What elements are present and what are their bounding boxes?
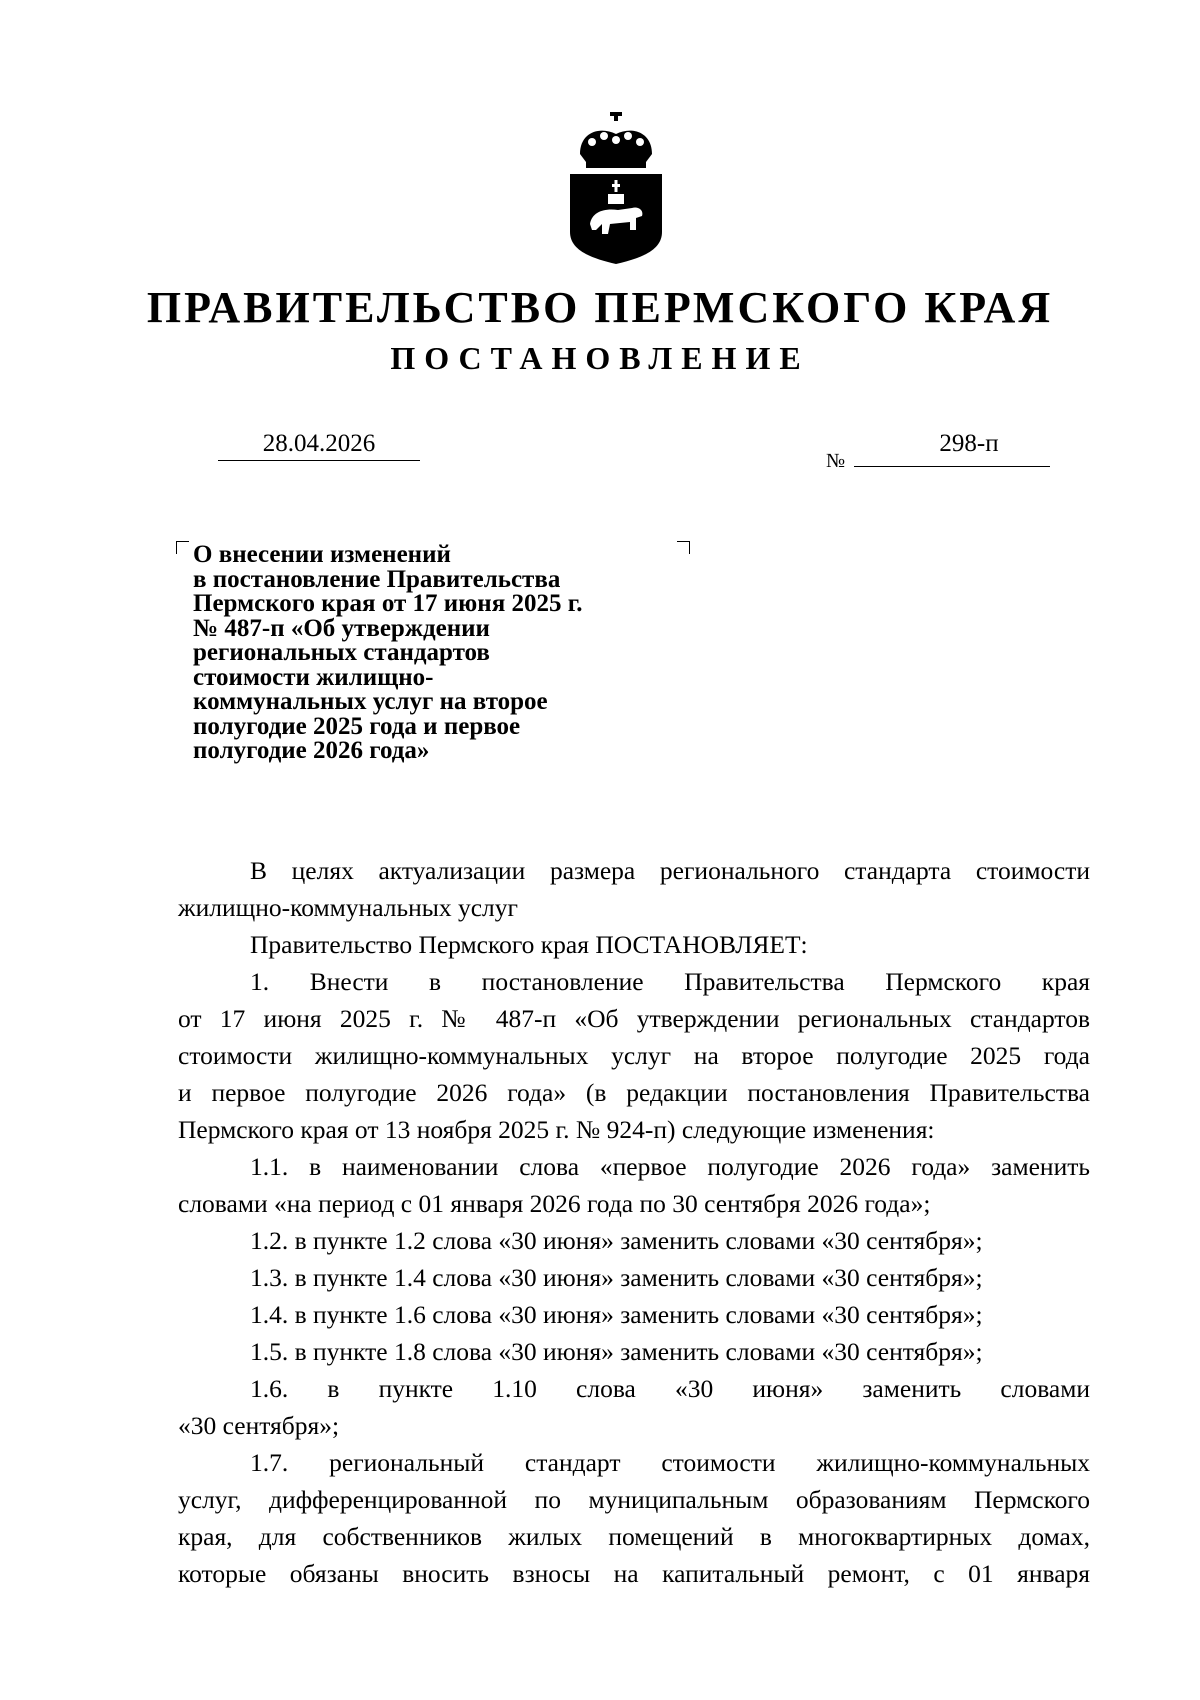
- body-line: Пермского края от 13 ноября 2025 г. № 924-п) следующие изменения:: [178, 1115, 935, 1144]
- number-underline: [854, 466, 1050, 467]
- subject-line: коммунальных услуг на второе: [193, 688, 548, 715]
- subject-line: Пермского края от 17 июня 2025 г.: [193, 590, 583, 617]
- body-line: 1.4. в пункте 1.6 слова «30 июня» заменить словами «30 сентября»;: [250, 1300, 983, 1329]
- body-line: и первое полугодие 2026 года» (в редакции постановления Правительства: [178, 1078, 1090, 1107]
- subject-line: О внесении изменений: [193, 541, 451, 568]
- date-underline: [218, 460, 420, 461]
- body-line: Правительство Пермского края ПОСТАНОВЛЯЕТ:: [250, 930, 808, 959]
- document-number: 298-п: [939, 430, 999, 457]
- coat-of-arms-emblem: [570, 112, 662, 264]
- body-line: словами «на период с 01 января 2026 года по 30 сентября 2026 года»;: [178, 1189, 931, 1218]
- document-date-field: [218, 428, 420, 461]
- subject-line: в постановление Правительства: [193, 565, 561, 593]
- body-line: 1.3. в пункте 1.4 слова «30 июня» заменить словами «30 сентября»;: [250, 1263, 983, 1292]
- subject-line: региональных стандартов: [193, 639, 490, 666]
- subject-line: № 487-п «Об утверждении: [193, 614, 490, 642]
- subject-corner-left: [176, 541, 189, 554]
- body-line: 1.7. региональный стандарт стоимости жилищно-коммунальных: [250, 1448, 1090, 1477]
- body-line: 1.6. в пункте 1.10 слова «30 июня» заменить словами: [250, 1374, 1090, 1403]
- body-line: от 17 июня 2025 г. № 487-п «Об утверждении региональных стандартов: [178, 1004, 1090, 1033]
- body-line: жилищно-коммунальных услуг: [178, 893, 518, 922]
- subject-line: полугодие 2025 года и первое: [193, 712, 521, 740]
- document-body: [178, 852, 1090, 1592]
- body-line: края, для собственников жилых помещений в многоквартирных домах,: [178, 1522, 1090, 1551]
- number-sign: №: [826, 450, 846, 472]
- document-type: ПОСТАНОВЛЕНИЕ: [390, 340, 810, 376]
- body-line: которые обязаны вносить взносы на капитальный ремонт, с 01 января: [178, 1559, 1090, 1588]
- body-line: «30 сентября»;: [178, 1411, 340, 1440]
- perm-krai-emblem-icon: [570, 112, 662, 264]
- body-line: услуг, дифференцированной по муниципальным образованиям Пермского: [178, 1485, 1090, 1514]
- subject-line: полугодие 2026 года»: [193, 737, 430, 764]
- document-date: 28.04.2026: [262, 430, 376, 457]
- subject-line: стоимости жилищно-: [193, 663, 434, 691]
- subject-corner-right: [677, 541, 690, 554]
- body-line: В целях актуализации размера регионального стандарта стоимости: [250, 856, 1090, 885]
- body-line: 1. Внести в постановление Правительства Пермского края: [250, 967, 1090, 996]
- document-subject: [193, 543, 673, 764]
- government-title: ПРАВИТЕЛЬСТВО ПЕРМСКОГО КРАЯ: [146, 283, 1054, 332]
- body-line: 1.5. в пункте 1.8 слова «30 июня» заменить словами «30 сентября»;: [250, 1337, 983, 1366]
- body-line: 1.2. в пункте 1.2 слова «30 июня» заменить словами «30 сентября»;: [250, 1226, 983, 1255]
- body-line: 1.1. в наименовании слова «первое полугодие 2026 года» заменить: [250, 1152, 1090, 1181]
- body-line: стоимости жилищно-коммунальных услуг на второе полугодие 2025 года: [178, 1041, 1090, 1070]
